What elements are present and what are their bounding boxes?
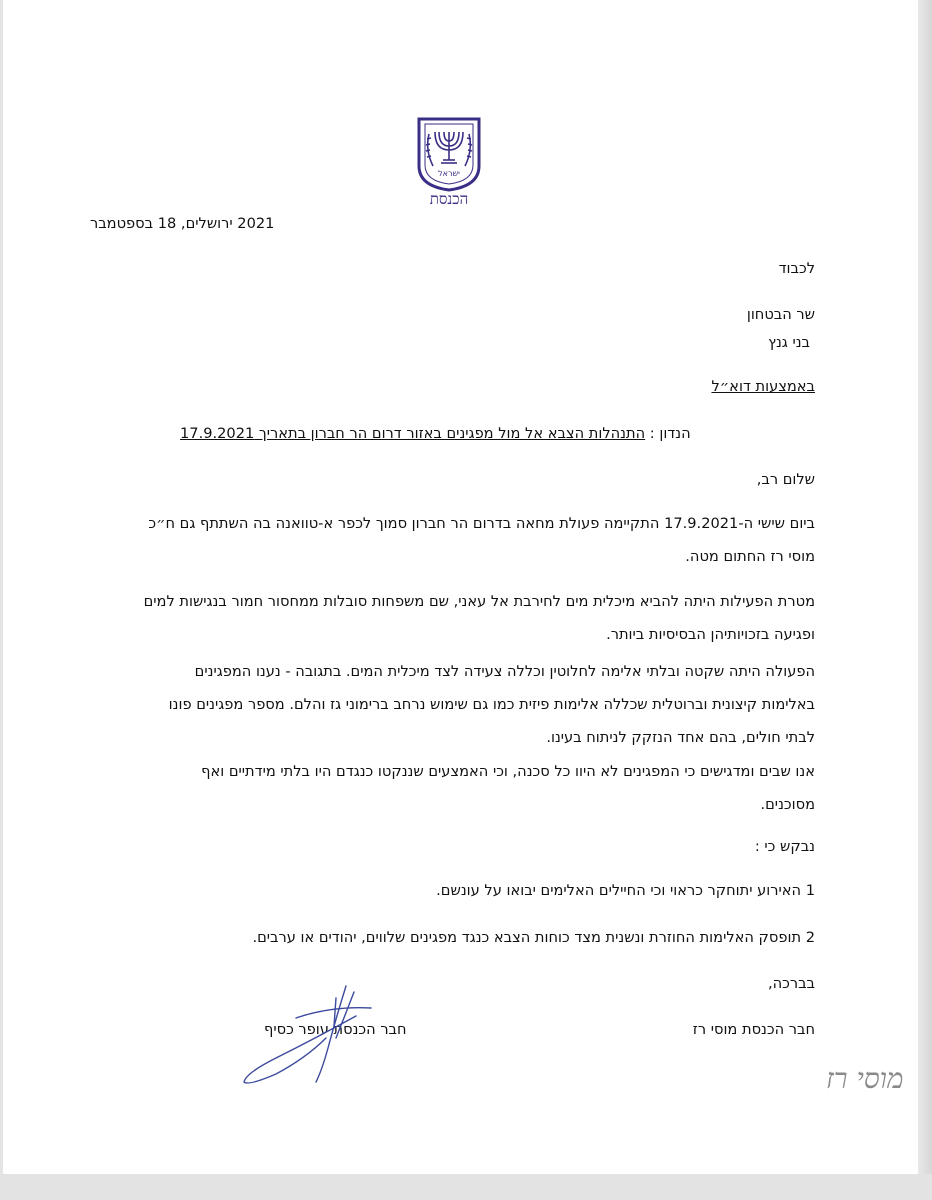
- signature-right-icon: [686, 1050, 904, 1106]
- page-edge: [0, 0, 3, 1200]
- date-line: 2021 ירושלים, 18 בספטמבר: [90, 215, 275, 232]
- request-2: 2 תופסק האלימות החוזרת ונשנית מצד כוחות הצבא כנגד מפגינים שלווים, יהודים או ערבים.: [252, 929, 815, 946]
- paragraph-line: לבתי חולים, בהם אחד הנזקק לניתוח בעינו.: [546, 729, 815, 746]
- subject-line: [180, 424, 691, 444]
- paragraph-line: מוסי רז החתום מטה.: [685, 548, 815, 565]
- signatory-right: חבר הכנסת מוסי רז: [692, 1021, 815, 1038]
- menorah-emblem-svg: [413, 116, 485, 192]
- page-bottom-margin: [0, 1174, 932, 1200]
- request-intro: נבקש כי :: [754, 838, 815, 855]
- paragraph-line: מסוכנים.: [760, 796, 815, 813]
- greeting: שלום רב,: [756, 471, 815, 488]
- emblem-text: ישראל: [438, 169, 460, 178]
- recipient-name: בני גנץ: [768, 334, 810, 351]
- signatory-left: חבר הכנסת עופר כסיף: [264, 1021, 407, 1038]
- signature-left-icon: [236, 978, 386, 1090]
- subject-label: הנדון :: [649, 425, 691, 442]
- page-shadow: [918, 0, 932, 1200]
- paragraph-line: ופגיעה בזכויותיהן הבסיסיות ביותר.: [606, 626, 815, 643]
- paragraph-line: באלימות קיצונית וברוטלית שכללה אלימות פיזית כמו גם שימוש נרחב ברימוני גז והלם. מספר מפגינים פונו: [168, 696, 815, 713]
- paragraph-line: ביום שישי ה-17.9.2021 התקיימה פעולת מחאה בדרום הר חברון סמוך לכפר א-טוואנה בה השתתף גם ח״כ: [148, 515, 815, 532]
- paragraph-4: [201, 755, 815, 821]
- paragraph-line: הפעולה היתה שקטה ובלתי אלימה לחלוטין וכללה צעידה לצד מיכלית המים. בתגובה - נענו המפגינים: [194, 663, 815, 680]
- delivery-method: באמצעות דוא״ל: [711, 378, 815, 395]
- salutation-to: לכבוד: [778, 260, 815, 277]
- signature-right-text: מוסי רז: [826, 1062, 904, 1095]
- paragraph-3: [169, 655, 815, 754]
- paragraph-line: אנו שבים ומדגישים כי המפגינים לא היוו כל סכנה, וכי האמצעים שננקטו כנגדם היו בלתי מידתיים ואף: [201, 763, 815, 780]
- knesset-label: הכנסת: [429, 190, 469, 208]
- paragraph-1: [148, 507, 815, 573]
- subject-text: התנהלות הצבא אל מול מפגינים באזור דרום הר חברון בתאריך 17.9.2021: [180, 425, 646, 442]
- recipient-title: שר הבטחון: [746, 306, 815, 323]
- paragraph-line: מטרת הפעילות היתה להביא מיכלית מים לחירבת אל עאני, שם משפחות סובלות ממחסור חמור בנגישות למים: [143, 593, 815, 610]
- request-1: 1 האירוע יתוחקר כראוי וכי החיילים האלימים יבואו על עונשם.: [436, 882, 815, 899]
- closing: בברכה,: [767, 975, 815, 992]
- paragraph-2: [144, 585, 815, 651]
